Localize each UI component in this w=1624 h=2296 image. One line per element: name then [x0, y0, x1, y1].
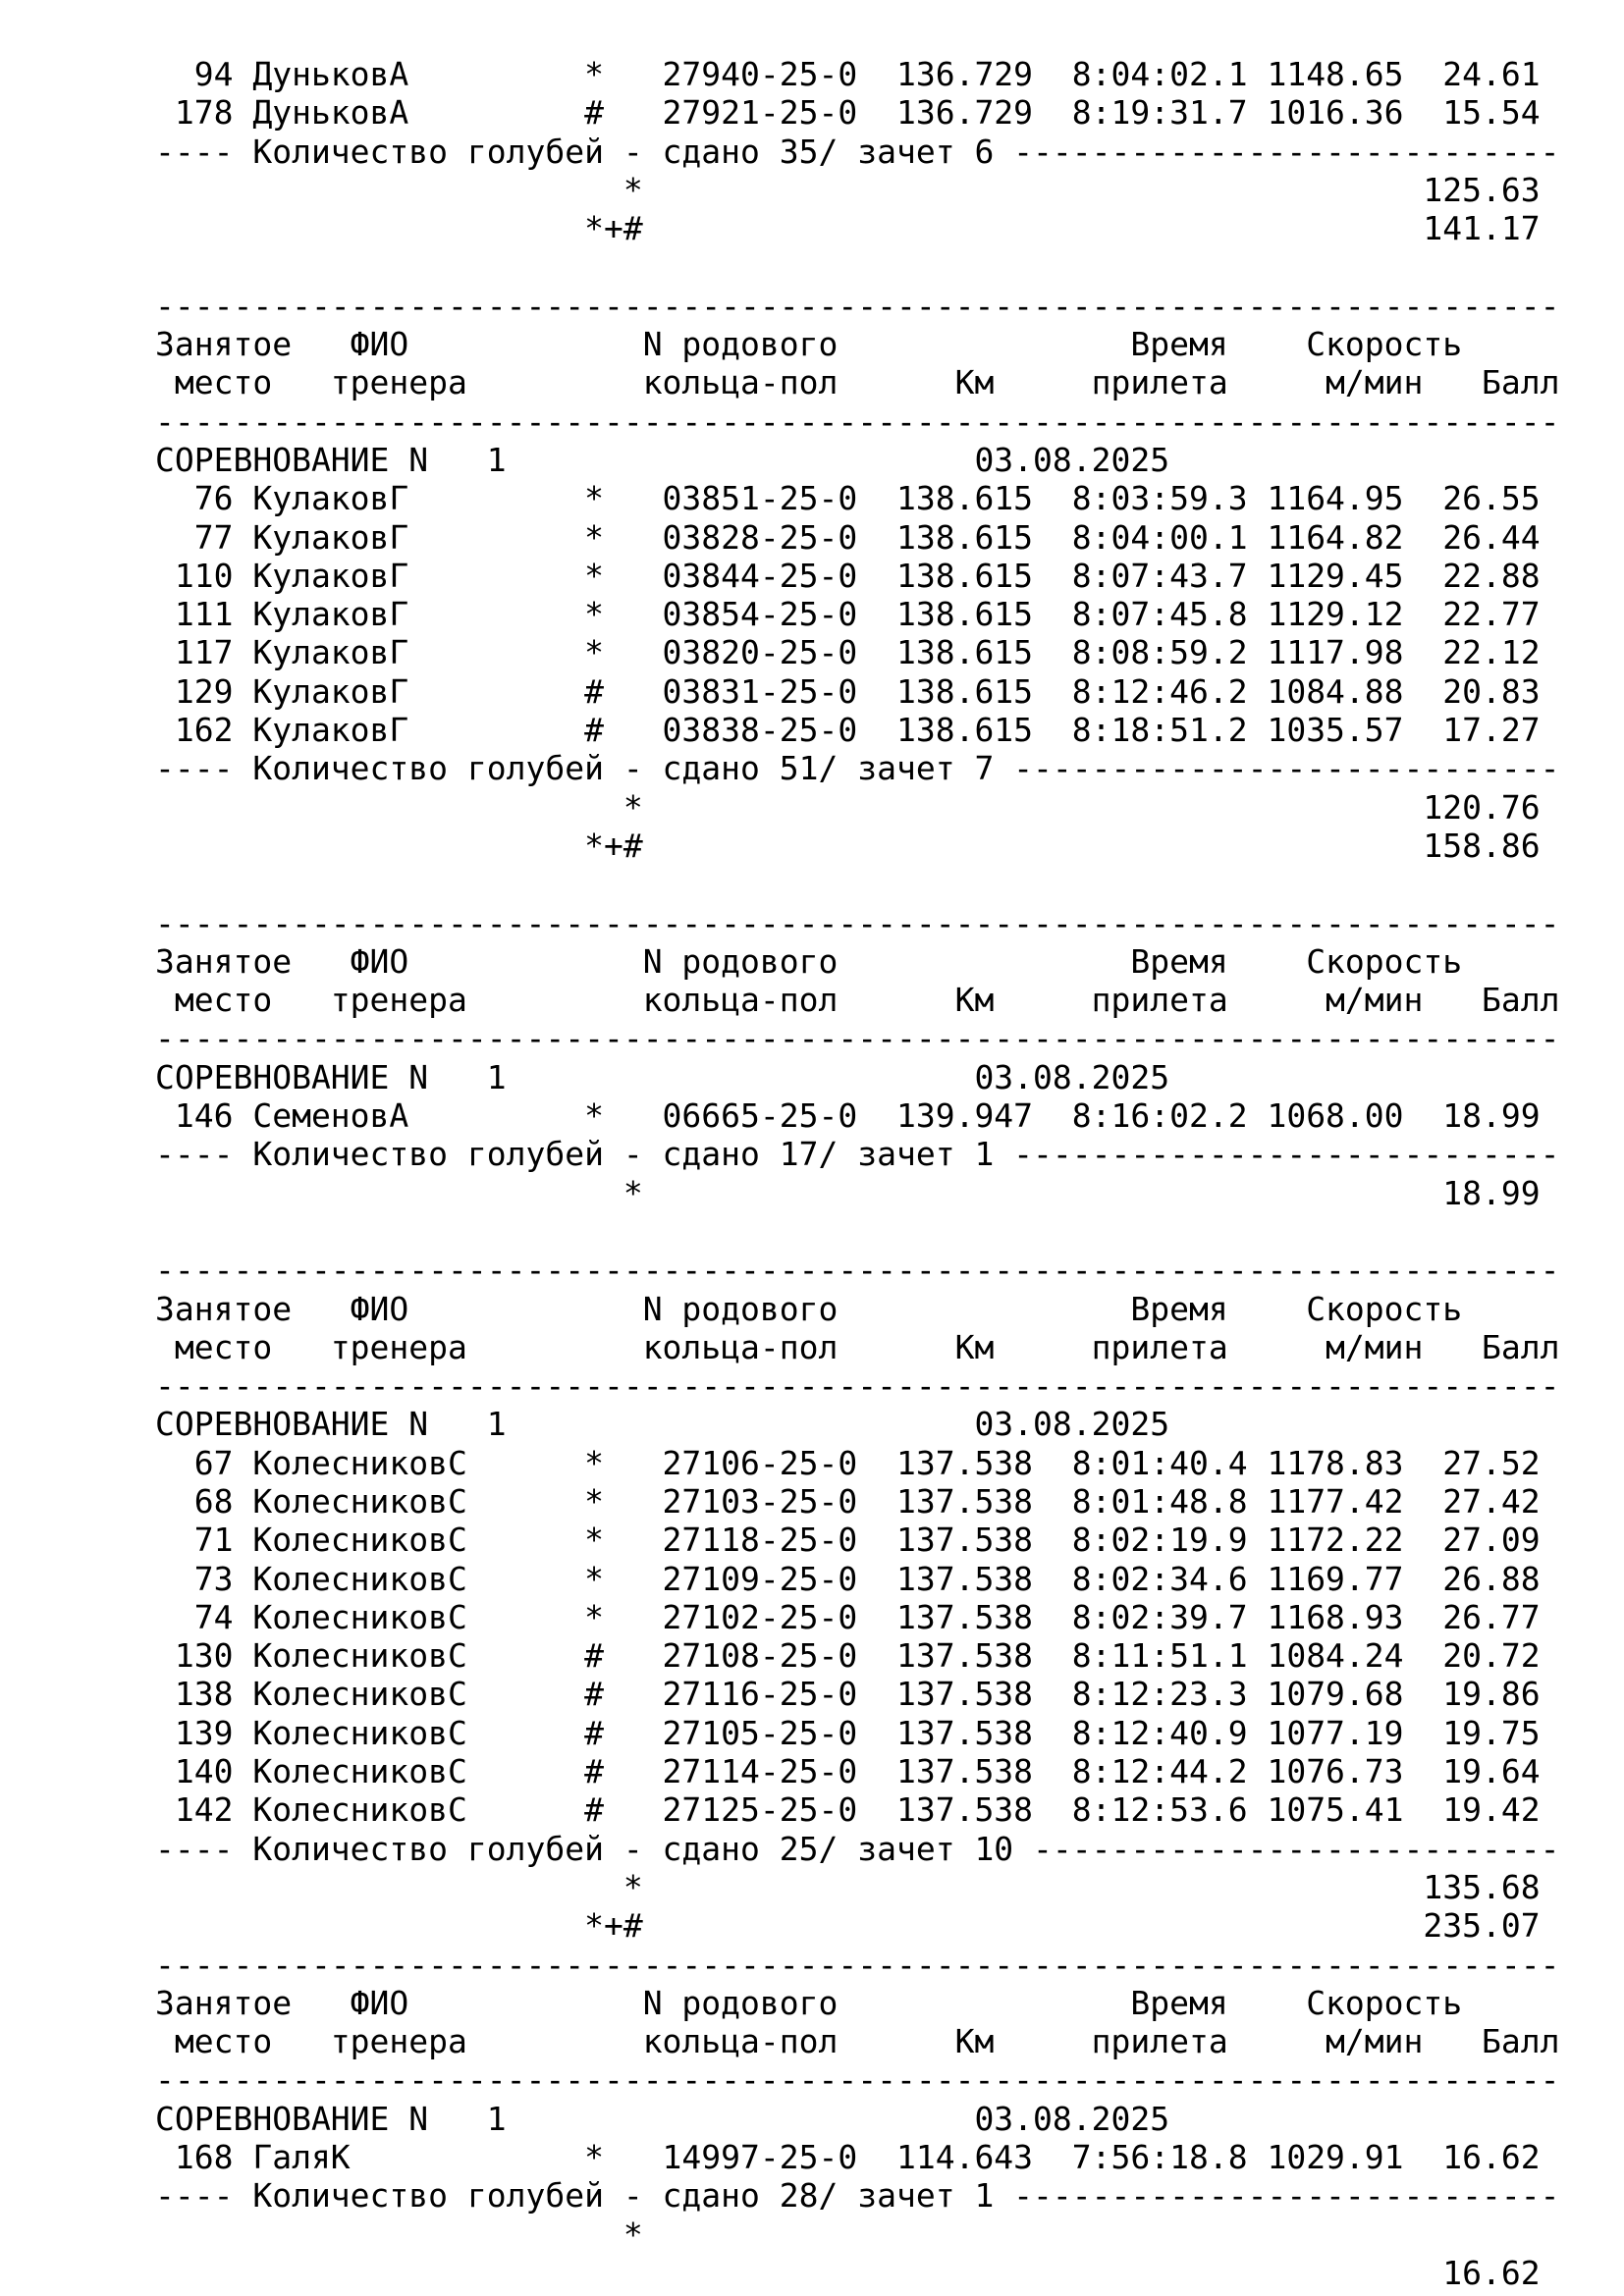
competition-header-line: СОРЕВНОВАНИЕ N 1 03.08.2025 — [155, 1405, 1170, 1444]
subtotal-line: * 125.63 — [155, 170, 1541, 209]
competition-header-line: СОРЕВНОВАНИЕ N 1 03.08.2025 — [155, 440, 1170, 479]
subtotal-line: * 120.76 — [155, 787, 1541, 827]
column-header-line-2: место тренера кольца-пол Км прилета м/мин Балл — [155, 981, 1560, 1020]
column-header-line-2: место тренера кольца-пол Км прилета м/мин Балл — [155, 2022, 1560, 2061]
result-row: 146 СеменовА * 06665-25-0 139.947 8:16:02.2 1068.00 18.99 — [155, 1096, 1541, 1136]
result-row: 68 КолесниковС * 27103-25-0 137.538 8:01:48.8 1177.42 27.42 — [155, 1481, 1541, 1521]
separator-line: ------------------------------------------------------------------------ — [155, 903, 1560, 942]
column-header-line-1: Занятое ФИО N родового Время Скорость — [155, 1983, 1463, 2022]
separator-line: ------------------------------------------------------------------------ — [155, 2060, 1560, 2100]
pigeon-count-line: ---- Количество голубей - сдано 51/ зачет 7 ---------------------------- — [155, 749, 1560, 788]
separator-line: ------------------------------------------------------------------------ — [155, 1945, 1560, 1984]
pigeon-count-line: ---- Количество голубей - сдано 28/ зачет 1 ---------------------------- — [155, 2176, 1560, 2216]
result-row: 117 КулаковГ * 03820-25-0 138.615 8:08:59.2 1117.98 22.12 — [155, 633, 1541, 672]
pigeon-count-line: ---- Количество голубей - сдано 25/ зачет 10 --------------------------- — [155, 1829, 1560, 1868]
result-row: 74 КолесниковС * 27102-25-0 137.538 8:02:39.7 1168.93 26.77 — [155, 1597, 1541, 1636]
subtotal-line: * 18.99 — [155, 1173, 1541, 1212]
result-row: 142 КолесниковС # 27125-25-0 137.538 8:12:53.6 1075.41 19.42 — [155, 1790, 1541, 1830]
column-header-line-1: Занятое ФИО N родового Время Скорость — [155, 1289, 1463, 1328]
subtotal-line: *+# 235.07 — [155, 1906, 1541, 1946]
result-row: 76 КулаковГ * 03851-25-0 138.615 8:03:59.3 1164.95 26.55 — [155, 479, 1541, 518]
result-row: 77 КулаковГ * 03828-25-0 138.615 8:04:00.1 1164.82 26.44 — [155, 517, 1541, 557]
separator-line: ------------------------------------------------------------------------ — [155, 401, 1560, 441]
subtotal-line: *+# 141.17 — [155, 209, 1541, 248]
column-header-line-2: место тренера кольца-пол Км прилета м/мин Балл — [155, 1327, 1560, 1366]
separator-line: ------------------------------------------------------------------------ — [155, 1366, 1560, 1406]
result-row: 110 КулаковГ * 03844-25-0 138.615 8:07:43.7 1129.45 22.88 — [155, 556, 1541, 595]
result-row: 162 КулаковГ # 03838-25-0 138.615 8:18:51.2 1035.57 17.27 — [155, 711, 1541, 750]
separator-line: ------------------------------------------------------------------------ — [155, 1251, 1560, 1290]
separator-line: ------------------------------------------------------------------------ — [155, 1019, 1560, 1058]
result-row: 73 КолесниковС * 27109-25-0 137.538 8:02:34.6 1169.77 26.88 — [155, 1559, 1541, 1598]
competition-header-line: СОРЕВНОВАНИЕ N 1 03.08.2025 — [155, 2099, 1170, 2138]
column-header-line-2: место тренера кольца-пол Км прилета м/мин Балл — [155, 363, 1560, 402]
column-header-line-1: Занятое ФИО N родового Время Скорость — [155, 325, 1463, 364]
result-row: 111 КулаковГ * 03854-25-0 138.615 8:07:45.8 1129.12 22.77 — [155, 595, 1541, 634]
competition-header-line: СОРЕВНОВАНИЕ N 1 03.08.2025 — [155, 1057, 1170, 1096]
result-row: 168 ГаляК * 14997-25-0 114.643 7:56:18.8 1029.91 16.62 — [155, 2138, 1541, 2177]
column-header-line-1: Занятое ФИО N родового Время Скорость — [155, 941, 1463, 981]
result-row: 178 ДуньковА # 27921-25-0 136.729 8:19:31.7 1016.36 15.54 — [155, 93, 1541, 133]
subtotal-line: * — [155, 2215, 1541, 2254]
result-row: 130 КолесниковС # 27108-25-0 137.538 8:11:51.1 1084.24 20.72 — [155, 1636, 1541, 1676]
separator-line: ------------------------------------------------------------------------ — [155, 286, 1560, 325]
blank-line — [155, 1212, 1559, 1251]
result-row: 138 КолесниковС # 27116-25-0 137.538 8:12:23.3 1079.68 19.86 — [155, 1675, 1541, 1714]
result-row: 140 КолесниковС # 27114-25-0 137.538 8:12:44.2 1076.73 19.64 — [155, 1752, 1541, 1791]
result-row: 71 КолесниковС * 27118-25-0 137.538 8:02:19.9 1172.22 27.09 — [155, 1521, 1541, 1560]
pigeon-count-line: ---- Количество голубей - сдано 17/ зачет 1 ---------------------------- — [155, 1135, 1560, 1174]
result-row: 139 КолесниковС # 27105-25-0 137.538 8:12:40.9 1077.19 19.75 — [155, 1713, 1541, 1752]
blank-line — [155, 865, 1559, 903]
race-results-report — [155, 55, 1559, 2292]
blank-line — [155, 247, 1559, 286]
pigeon-count-line: ---- Количество голубей - сдано 35/ зачет 6 ---------------------------- — [155, 132, 1560, 171]
subtotal-line: *+# 158.86 — [155, 826, 1541, 865]
result-row: 94 ДуньковА * 27940-25-0 136.729 8:04:02.1 1148.65 24.61 — [155, 55, 1541, 93]
subtotal-line: * 135.68 — [155, 1867, 1541, 1906]
result-row: 67 КолесниковС * 27106-25-0 137.538 8:01:40.4 1178.83 27.52 — [155, 1443, 1541, 1482]
result-row: 129 КулаковГ # 03831-25-0 138.615 8:12:46.2 1084.88 20.83 — [155, 671, 1541, 711]
subtotal-line: 16.62 — [155, 2253, 1541, 2292]
